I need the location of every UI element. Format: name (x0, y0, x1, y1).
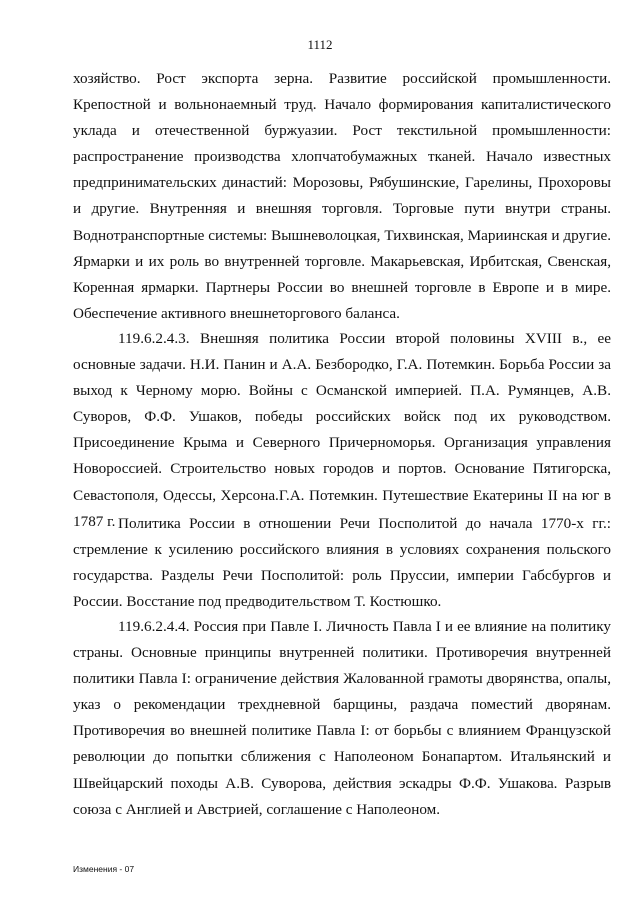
paragraph-foreign-policy (73, 326, 611, 535)
paragraph-text: 119.6.2.4.4. Россия при Павле I. Личность Павла I и ее влияние на политику страны. Основные принципы внутренней политики. Противоречия внутренней политики Павла I: ограничение действия Жалованной грамоты дворянства, опалы, указ о рекомендации трехдневной барщины, раздача поместий дворянам. Противоречия во внешней политике Павла I: от борьбы с влиянием Французской революции до попытки сближения с Наполеоном Бонапартом. Итальянский и Швейцарский походы А.В. Суворова, действия эскадры Ф.Ф. Ушакова. Разрыв союза с Англией и Австрией, соглашение с Наполеоном. (73, 618, 611, 818)
paragraph-economy (73, 66, 611, 327)
paragraph-paul-i (73, 614, 611, 823)
page-number: 1112 (307, 37, 333, 52)
paragraph-text: хозяйство. Рост экспорта зерна. Развитие российской промышленности. Крепостной и вольнонаемный труд. Начало формирования капиталистического уклада и отечественной буржуазии. Рост текстильной промышленности: распространение производства хлопчатобумажных тканей. Начало известных предпринимательских династий: Морозовы, Рябушинские, Гарелины, Прохоровы и другие. Внутренняя и внешняя торговля. Торговые пути внутри страны. Воднотранспортные системы: Вышневолоцкая, Тихвинская, Мариинская и другие. Ярмарки и их роль во внутренней торговле. Макарьевская, Ирбитская, Свенская, Коренная ярмарки. Партнеры России во внешней торговле в Европе и в мире. Обеспечение активного внешнеторгового баланса. (73, 70, 611, 322)
paragraph-text: Политика России в отношении Речи Посполитой до начала 1770-х гг.: стремление к усилению российского влияния в условиях сохранения польского государства. Разделы Речи Посполитой: роль Пруссии, империи Габсбургов и России. Восстание под предводительством Т. Костюшко. (73, 515, 611, 611)
paragraph-poland (73, 511, 611, 615)
paragraph-text: 119.6.2.4.3. Внешняя политика России второй половины XVIII в., ее основные задачи. Н.И. Панин и А.А. Безбородко, Г.А. Потемкин. Борьба России за выход к Черному морю. Войны с Османской империей. П.А. Румянцев, А.В. Суворов, Ф.Ф. Ушаков, победы российских войск под их руководством. Присоединение Крыма и Северного Причерноморья. Организация управления Новороссией. Строительство новых городов и портов. Основание Пятигорска, Севастополя, Одессы, Херсона.Г.А. Потемкин. Путешествие Екатерины II на юг в 1787 г. (73, 330, 611, 530)
footer-note: Изменения - 07 (73, 864, 135, 874)
